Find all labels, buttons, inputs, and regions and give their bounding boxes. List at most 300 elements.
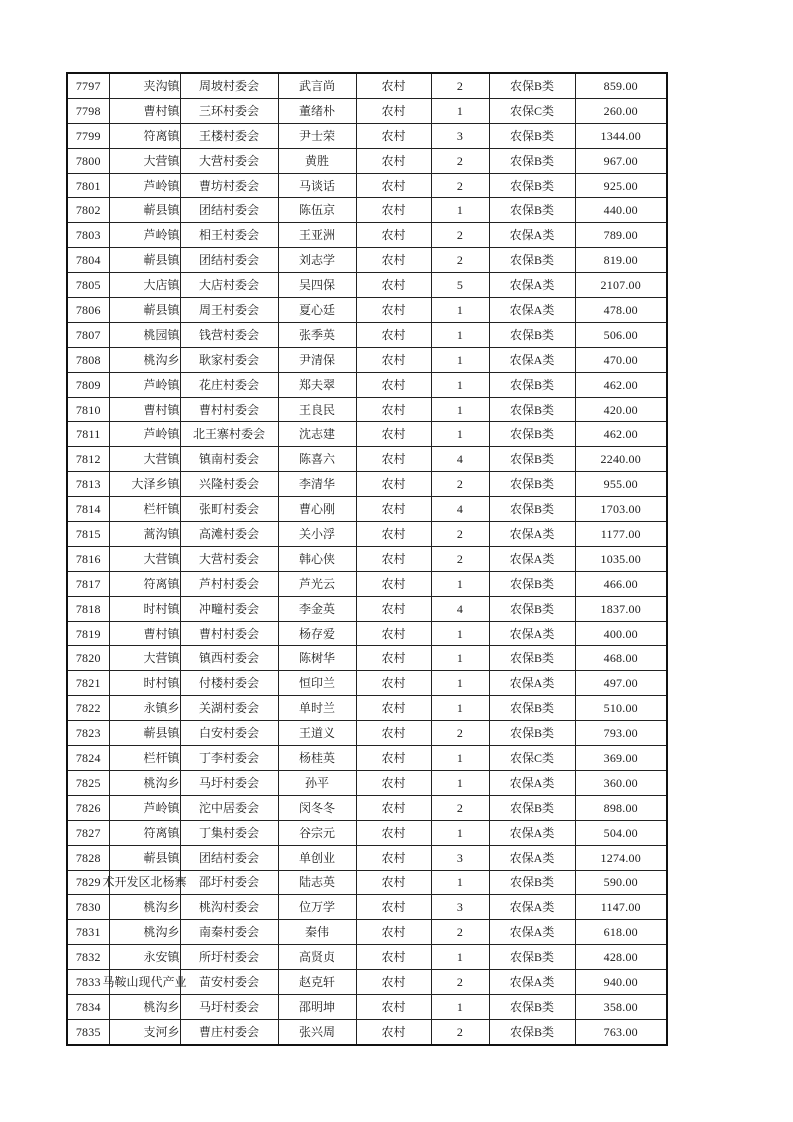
table-row <box>67 895 667 920</box>
cell-name: 高贤贞 <box>278 945 356 970</box>
table-row <box>67 298 667 323</box>
cell-village-committee: 周王村委会 <box>180 298 278 323</box>
cell-id: 7803 <box>67 223 109 248</box>
cell-id: 7813 <box>67 472 109 497</box>
cell-name: 夏心廷 <box>278 298 356 323</box>
cell-town-text: 时村镇 <box>143 601 180 616</box>
cell-village-committee: 丁集村委会 <box>180 820 278 845</box>
cell-town <box>109 945 180 970</box>
cell-category: 农保A类 <box>489 223 575 248</box>
cell-town <box>109 546 180 571</box>
cell-town-clip <box>110 651 180 665</box>
table-row <box>67 820 667 845</box>
cell-town-text: 曹村镇 <box>143 626 180 641</box>
cell-town-clip <box>110 79 180 93</box>
cell-village-committee: 团结村委会 <box>180 248 278 273</box>
cell-town-text: 永安镇 <box>143 950 180 965</box>
cell-amount: 1274.00 <box>575 845 667 870</box>
cell-persons: 2 <box>431 1019 489 1044</box>
cell-amount: 510.00 <box>575 696 667 721</box>
cell-household-type: 农村 <box>356 970 431 995</box>
cell-amount: 955.00 <box>575 472 667 497</box>
cell-name: 武言尚 <box>278 73 356 98</box>
cell-town-text: 芦岭镇 <box>143 178 180 193</box>
cell-household-type: 农村 <box>356 273 431 298</box>
cell-name: 董绪朴 <box>278 98 356 123</box>
cell-village-committee: 镇南村委会 <box>180 447 278 472</box>
cell-id: 7829 <box>67 870 109 895</box>
table-row <box>67 173 667 198</box>
cell-village-committee: 大店村委会 <box>180 273 278 298</box>
cell-name: 韩心侠 <box>278 546 356 571</box>
cell-town-clip <box>110 950 180 964</box>
cell-village-committee: 曹庄村委会 <box>180 1019 278 1044</box>
cell-household-type: 农村 <box>356 696 431 721</box>
cell-town <box>109 721 180 746</box>
cell-name: 闵冬冬 <box>278 795 356 820</box>
cell-household-type: 农村 <box>356 322 431 347</box>
cell-amount: 1035.00 <box>575 546 667 571</box>
cell-category: 农保A类 <box>489 621 575 646</box>
cell-amount: 1344.00 <box>575 123 667 148</box>
cell-household-type: 农村 <box>356 671 431 696</box>
cell-town-clip <box>110 427 180 441</box>
cell-amount: 478.00 <box>575 298 667 323</box>
cell-town-clip <box>110 676 180 690</box>
cell-household-type: 农村 <box>356 198 431 223</box>
cell-town <box>109 571 180 596</box>
cell-town-text: 栏杆镇 <box>143 502 180 517</box>
cell-town <box>109 596 180 621</box>
cell-household-type: 农村 <box>356 347 431 372</box>
cell-household-type: 农村 <box>356 248 431 273</box>
cell-persons: 1 <box>431 746 489 771</box>
cell-amount: 466.00 <box>575 571 667 596</box>
cell-name: 刘志学 <box>278 248 356 273</box>
cell-town-text: 芦岭镇 <box>143 427 180 442</box>
cell-town-clip <box>110 179 180 193</box>
cell-town-clip <box>110 851 180 865</box>
cell-category: 农保A类 <box>489 273 575 298</box>
cell-town-text: 蕲县镇 <box>143 253 180 268</box>
cell-town <box>109 397 180 422</box>
cell-household-type: 农村 <box>356 621 431 646</box>
cell-town <box>109 522 180 547</box>
cell-id: 7831 <box>67 920 109 945</box>
cell-town-clip <box>110 701 180 715</box>
cell-name: 芦光云 <box>278 571 356 596</box>
cell-village-committee: 张町村委会 <box>180 497 278 522</box>
cell-amount: 793.00 <box>575 721 667 746</box>
cell-town-text: 夹沟镇 <box>143 78 180 93</box>
cell-id: 7821 <box>67 671 109 696</box>
cell-name: 谷宗元 <box>278 820 356 845</box>
cell-town-text: 永镇乡 <box>143 701 180 716</box>
cell-name: 李金英 <box>278 596 356 621</box>
cell-id: 7800 <box>67 148 109 173</box>
cell-category: 农保A类 <box>489 845 575 870</box>
cell-village-committee: 芦村村委会 <box>180 571 278 596</box>
cell-town-clip <box>110 253 180 267</box>
cell-category: 农保B类 <box>489 372 575 397</box>
cell-town <box>109 223 180 248</box>
cell-persons: 1 <box>431 98 489 123</box>
cell-household-type: 农村 <box>356 746 431 771</box>
cell-name: 黄胜 <box>278 148 356 173</box>
cell-town-text: 蕲县镇 <box>143 302 180 317</box>
cell-village-committee: 马圩村委会 <box>180 994 278 1019</box>
cell-village-committee: 关湖村委会 <box>180 696 278 721</box>
cell-town-text: 符离镇 <box>143 576 180 591</box>
table-row <box>67 447 667 472</box>
table-row <box>67 123 667 148</box>
cell-persons: 1 <box>431 322 489 347</box>
cell-village-committee: 耿家村委会 <box>180 347 278 372</box>
cell-id: 7826 <box>67 795 109 820</box>
cell-id: 7832 <box>67 945 109 970</box>
cell-amount: 400.00 <box>575 621 667 646</box>
cell-amount: 2107.00 <box>575 273 667 298</box>
cell-persons: 1 <box>431 870 489 895</box>
cell-id: 7804 <box>67 248 109 273</box>
cell-name: 陈伍京 <box>278 198 356 223</box>
cell-name: 杨桂英 <box>278 746 356 771</box>
cell-amount: 440.00 <box>575 198 667 223</box>
cell-amount: 618.00 <box>575 920 667 945</box>
cell-id: 7809 <box>67 372 109 397</box>
cell-village-committee: 曹村村委会 <box>180 621 278 646</box>
cell-household-type: 农村 <box>356 646 431 671</box>
cell-amount: 967.00 <box>575 148 667 173</box>
cell-name: 尹士荣 <box>278 123 356 148</box>
cell-town-text: 芦岭镇 <box>143 377 180 392</box>
cell-persons: 3 <box>431 123 489 148</box>
cell-household-type: 农村 <box>356 372 431 397</box>
table-row <box>67 945 667 970</box>
cell-town <box>109 298 180 323</box>
cell-name: 恒印兰 <box>278 671 356 696</box>
cell-town <box>102 970 187 995</box>
cell-amount: 504.00 <box>575 820 667 845</box>
cell-household-type: 农村 <box>356 173 431 198</box>
cell-name: 秦伟 <box>278 920 356 945</box>
cell-town <box>109 671 180 696</box>
cell-persons: 1 <box>431 671 489 696</box>
table-row <box>67 198 667 223</box>
cell-village-committee: 桃沟村委会 <box>180 895 278 920</box>
cell-category: 农保B类 <box>489 497 575 522</box>
cell-village-committee: 王楼村委会 <box>180 123 278 148</box>
cell-persons: 2 <box>431 970 489 995</box>
cell-id: 7820 <box>67 646 109 671</box>
cell-town-text: 桃沟乡 <box>143 999 180 1014</box>
cell-category: 农保A类 <box>489 920 575 945</box>
cell-amount: 2240.00 <box>575 447 667 472</box>
cell-town <box>109 273 180 298</box>
cell-town <box>109 746 180 771</box>
cell-category: 农保B类 <box>489 870 575 895</box>
cell-id: 7830 <box>67 895 109 920</box>
cell-town-text: 大营镇 <box>143 452 180 467</box>
cell-town <box>109 895 180 920</box>
cell-category: 农保B类 <box>489 795 575 820</box>
cell-amount: 789.00 <box>575 223 667 248</box>
cell-amount: 360.00 <box>575 770 667 795</box>
table-row <box>67 571 667 596</box>
cell-amount: 590.00 <box>575 870 667 895</box>
cell-household-type: 农村 <box>356 770 431 795</box>
table-row <box>67 522 667 547</box>
benefit-table <box>66 72 668 1046</box>
cell-amount: 462.00 <box>575 372 667 397</box>
cell-household-type: 农村 <box>356 845 431 870</box>
cell-category: 农保A类 <box>489 522 575 547</box>
cell-household-type: 农村 <box>356 472 431 497</box>
cell-id: 7808 <box>67 347 109 372</box>
cell-household-type: 农村 <box>356 546 431 571</box>
cell-household-type: 农村 <box>356 123 431 148</box>
cell-category: 农保B类 <box>489 994 575 1019</box>
cell-household-type: 农村 <box>356 945 431 970</box>
cell-persons: 2 <box>431 472 489 497</box>
table-row <box>67 73 667 98</box>
cell-town-text: 马鞍山现代产业 <box>102 975 187 989</box>
table-row <box>67 696 667 721</box>
cell-persons: 1 <box>431 621 489 646</box>
cell-persons: 3 <box>431 895 489 920</box>
cell-persons: 5 <box>431 273 489 298</box>
cell-village-committee: 苗安村委会 <box>180 970 278 995</box>
cell-town-clip <box>110 502 180 516</box>
cell-persons: 1 <box>431 422 489 447</box>
cell-id: 7822 <box>67 696 109 721</box>
cell-town-clip <box>110 751 180 765</box>
cell-town-text: 蕲县镇 <box>143 850 180 865</box>
cell-name: 郑夫翠 <box>278 372 356 397</box>
cell-household-type: 农村 <box>356 994 431 1019</box>
cell-town-text: 曹村镇 <box>143 402 180 417</box>
cell-household-type: 农村 <box>356 148 431 173</box>
cell-id: 7816 <box>67 546 109 571</box>
cell-town-clip <box>110 627 180 641</box>
cell-category: 农保B类 <box>489 148 575 173</box>
cell-village-committee: 三环村委会 <box>180 98 278 123</box>
cell-id: 7811 <box>67 422 109 447</box>
cell-village-committee: 曹村村委会 <box>180 397 278 422</box>
cell-category: 农保B类 <box>489 646 575 671</box>
cell-name: 单时兰 <box>278 696 356 721</box>
cell-town-text: 芦岭镇 <box>143 800 180 815</box>
cell-persons: 1 <box>431 945 489 970</box>
cell-id: 7814 <box>67 497 109 522</box>
table-row <box>67 273 667 298</box>
cell-name: 吴四保 <box>278 273 356 298</box>
cell-id: 7819 <box>67 621 109 646</box>
cell-id: 7827 <box>67 820 109 845</box>
cell-town-clip <box>110 726 180 740</box>
cell-town <box>109 621 180 646</box>
cell-persons: 4 <box>431 497 489 522</box>
cell-village-committee: 丁李村委会 <box>180 746 278 771</box>
cell-id: 7802 <box>67 198 109 223</box>
table-row <box>67 372 667 397</box>
cell-category: 农保C类 <box>489 98 575 123</box>
cell-persons: 2 <box>431 248 489 273</box>
cell-category: 农保B类 <box>489 721 575 746</box>
cell-id: 7818 <box>67 596 109 621</box>
cell-id: 7828 <box>67 845 109 870</box>
cell-town <box>109 920 180 945</box>
cell-category: 农保B类 <box>489 596 575 621</box>
cell-town <box>109 98 180 123</box>
cell-amount: 470.00 <box>575 347 667 372</box>
table-row <box>67 98 667 123</box>
cell-village-committee: 付楼村委会 <box>180 671 278 696</box>
table-row <box>67 596 667 621</box>
cell-village-committee: 所圩村委会 <box>180 945 278 970</box>
cell-name: 马谈话 <box>278 173 356 198</box>
cell-town <box>109 1019 180 1044</box>
cell-town <box>109 820 180 845</box>
cell-town-text: 桃园镇 <box>143 327 180 342</box>
table-row <box>67 546 667 571</box>
cell-town-text: 桃沟乡 <box>143 925 180 940</box>
cell-town-text: 大泽乡镇 <box>131 477 180 492</box>
cell-amount: 819.00 <box>575 248 667 273</box>
cell-household-type: 农村 <box>356 497 431 522</box>
cell-town-text: 栏杆镇 <box>143 750 180 765</box>
cell-category: 农保B类 <box>489 447 575 472</box>
cell-name: 邵明坤 <box>278 994 356 1019</box>
cell-id: 7825 <box>67 770 109 795</box>
cell-persons: 2 <box>431 148 489 173</box>
cell-town <box>109 148 180 173</box>
cell-household-type: 农村 <box>356 1019 431 1044</box>
cell-town <box>109 123 180 148</box>
cell-town-clip <box>110 801 180 815</box>
cell-town <box>109 322 180 347</box>
table-row <box>67 621 667 646</box>
cell-id: 7805 <box>67 273 109 298</box>
cell-amount: 428.00 <box>575 945 667 970</box>
cell-town-text: 蕲县镇 <box>143 203 180 218</box>
cell-town <box>109 646 180 671</box>
cell-household-type: 农村 <box>356 596 431 621</box>
cell-persons: 1 <box>431 646 489 671</box>
cell-id: 7798 <box>67 98 109 123</box>
cell-household-type: 农村 <box>356 920 431 945</box>
cell-category: 农保B类 <box>489 397 575 422</box>
cell-category: 农保A类 <box>489 347 575 372</box>
table-row <box>67 994 667 1019</box>
cell-town <box>109 198 180 223</box>
table-row <box>67 322 667 347</box>
cell-village-committee: 曹坊村委会 <box>180 173 278 198</box>
cell-category: 农保A类 <box>489 671 575 696</box>
cell-name: 张兴周 <box>278 1019 356 1044</box>
cell-household-type: 农村 <box>356 721 431 746</box>
cell-village-committee: 高滩村委会 <box>180 522 278 547</box>
cell-town-text: 曹村镇 <box>143 103 180 118</box>
cell-village-committee: 南秦村委会 <box>180 920 278 945</box>
table-row <box>67 746 667 771</box>
cell-name: 孙平 <box>278 770 356 795</box>
cell-town-text: 桃沟乡 <box>143 900 180 915</box>
table-row <box>67 422 667 447</box>
cell-town-text: 符离镇 <box>143 128 180 143</box>
cell-category: 农保A类 <box>489 895 575 920</box>
cell-name: 关小浮 <box>278 522 356 547</box>
cell-amount: 1147.00 <box>575 895 667 920</box>
table-row <box>67 347 667 372</box>
cell-id: 7823 <box>67 721 109 746</box>
cell-category: 农保A类 <box>489 298 575 323</box>
cell-persons: 4 <box>431 596 489 621</box>
table-row <box>67 497 667 522</box>
cell-town-clip <box>110 477 180 491</box>
cell-category: 农保A类 <box>489 546 575 571</box>
table-row <box>67 248 667 273</box>
cell-amount: 420.00 <box>575 397 667 422</box>
table-row <box>67 770 667 795</box>
cell-persons: 1 <box>431 397 489 422</box>
cell-persons: 1 <box>431 198 489 223</box>
cell-name: 位万学 <box>278 895 356 920</box>
cell-town-clip <box>110 353 180 367</box>
table-row <box>67 870 667 895</box>
cell-category: 农保B类 <box>489 248 575 273</box>
cell-amount: 898.00 <box>575 795 667 820</box>
cell-category: 农保A类 <box>489 770 575 795</box>
cell-town <box>109 248 180 273</box>
cell-persons: 2 <box>431 173 489 198</box>
cell-id: 7812 <box>67 447 109 472</box>
cell-town-clip <box>110 203 180 217</box>
cell-town-text: 大营镇 <box>143 551 180 566</box>
cell-id: 7806 <box>67 298 109 323</box>
cell-town-clip <box>110 104 180 118</box>
cell-amount: 497.00 <box>575 671 667 696</box>
cell-persons: 4 <box>431 447 489 472</box>
cell-town-text: 桃沟乡 <box>143 352 180 367</box>
cell-village-committee: 马圩村委会 <box>180 770 278 795</box>
cell-id: 7815 <box>67 522 109 547</box>
cell-amount: 462.00 <box>575 422 667 447</box>
cell-town-text: 芦岭镇 <box>143 228 180 243</box>
cell-town <box>109 795 180 820</box>
cell-persons: 1 <box>431 298 489 323</box>
cell-amount: 1177.00 <box>575 522 667 547</box>
cell-amount: 763.00 <box>575 1019 667 1044</box>
cell-household-type: 农村 <box>356 223 431 248</box>
cell-village-committee: 钱营村委会 <box>180 322 278 347</box>
cell-village-committee: 兴隆村委会 <box>180 472 278 497</box>
cell-persons: 2 <box>431 223 489 248</box>
cell-town-clip <box>102 875 187 890</box>
cell-town-clip <box>110 527 180 541</box>
cell-id: 7835 <box>67 1019 109 1044</box>
cell-town <box>109 372 180 397</box>
table-row <box>67 845 667 870</box>
cell-town-text: 大营镇 <box>143 153 180 168</box>
cell-town-clip <box>110 552 180 566</box>
cell-town-clip <box>110 328 180 342</box>
cell-town-clip <box>110 1025 180 1039</box>
cell-id: 7817 <box>67 571 109 596</box>
cell-household-type: 农村 <box>356 422 431 447</box>
cell-town <box>109 696 180 721</box>
table-row <box>67 920 667 945</box>
